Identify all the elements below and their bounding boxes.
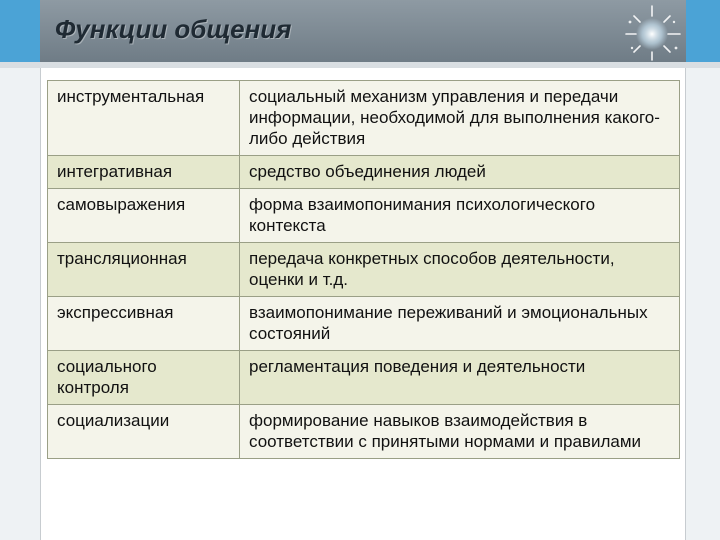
function-name: социализации: [48, 405, 240, 459]
function-description: форма взаимопонимания психологического контекста: [240, 189, 680, 243]
function-name: самовыражения: [48, 189, 240, 243]
function-name: инструментальная: [48, 81, 240, 156]
right-margin-panel: [685, 68, 720, 540]
table-row: [48, 405, 680, 459]
function-name: социального контроля: [48, 351, 240, 405]
table-row: [48, 297, 680, 351]
function-name: трансляционная: [48, 243, 240, 297]
function-name: интегративная: [48, 156, 240, 189]
header-divider: [0, 62, 720, 68]
function-description: формирование навыков взаимодействия в соответствии с принятыми нормами и правилами: [240, 405, 680, 459]
function-description: передача конкретных способов деятельности, оценки и т.д.: [240, 243, 680, 297]
left-margin-panel: [0, 68, 41, 540]
table-row: [48, 81, 680, 156]
sparkle-icon: [616, 2, 686, 62]
function-description: социальный механизм управления и передачи информации, необходимой для выполнения какого-либо действия: [240, 81, 680, 156]
table-row: [48, 189, 680, 243]
slide-title: Функции общения: [55, 14, 292, 44]
table-row: [48, 156, 680, 189]
left-accent-block: [0, 0, 40, 62]
functions-table: [47, 80, 680, 459]
right-accent-block: [686, 0, 720, 62]
function-name: экспрессивная: [48, 297, 240, 351]
function-description: взаимопонимание переживаний и эмоциональных состояний: [240, 297, 680, 351]
table-row: [48, 243, 680, 297]
function-description: регламентация поведения и деятельности: [240, 351, 680, 405]
table-row: [48, 351, 680, 405]
function-description: средство объединения людей: [240, 156, 680, 189]
